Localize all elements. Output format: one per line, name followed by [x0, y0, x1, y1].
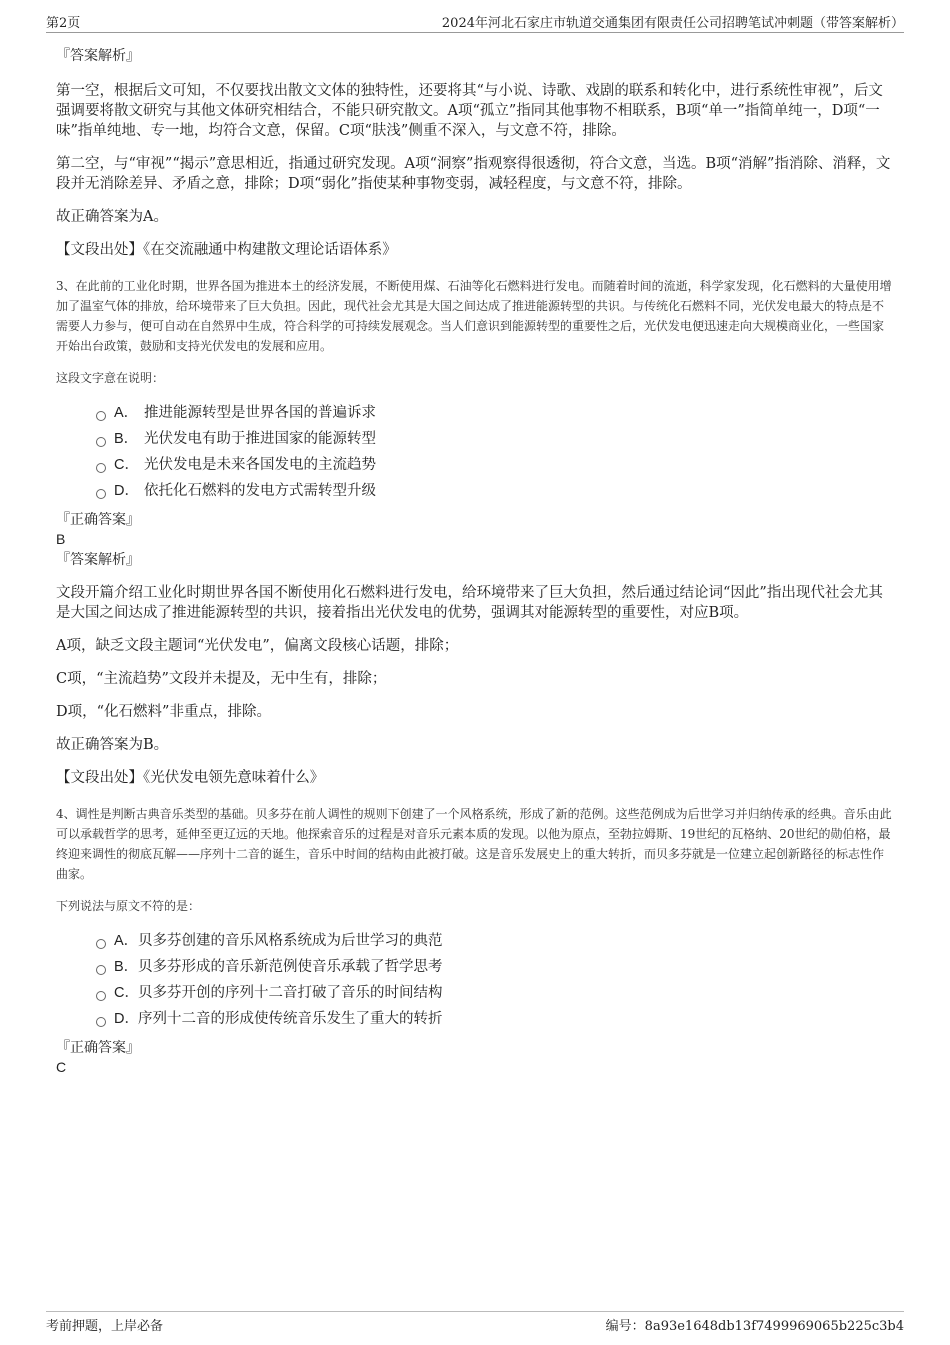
q2-source: 【文段出处】《在交流融通中构建散文理论话语体系》	[56, 242, 397, 258]
radio-icon[interactable]	[96, 463, 106, 473]
page-footer	[46, 1311, 904, 1336]
q4-option-c[interactable]: C． 贝多芬开创的序列十二音打破了音乐的时间结构	[96, 980, 894, 1006]
q3-analysis-p4: D项，“化石燃料”非重点，排除。	[56, 704, 271, 720]
radio-icon[interactable]	[96, 1017, 106, 1027]
q3-analysis-p2: A项，缺乏文段主题词“光伏发电”，偏离文段核心话题，排除；	[56, 638, 459, 654]
q3-option-b[interactable]: B． 光伏发电有助于推进国家的能源转型	[96, 426, 894, 452]
footer-slogan: 考前押题，上岸必备	[46, 1319, 164, 1334]
q4-option-d[interactable]: D． 序列十二音的形成使传统音乐发生了重大的转折	[96, 1006, 894, 1032]
q3-question: 这段文字意在说明：	[56, 371, 165, 385]
q4-stem: 4、调性是判断古典音乐类型的基础。贝多芬在前人调性的规则下创建了一个风格系统，形成了新的范例。这些范例成为后世学习并归纳传承的经典。音乐由此可以承载哲学的思考，延伸至更辽远的天地。他探索音乐的过程是对音乐元素本质的发现。以他为原点，至勃拉姆斯、19世纪的瓦格纳、20世纪的勋伯格，最终迎来调性的彻底瓦解——序列十二音的诞生，音乐中时间的结构由此被打破。这是音乐发展史上的重大转折，而贝多芬就是一位建立起创新路径的标志性作曲家。	[56, 807, 892, 881]
q3-options	[56, 400, 894, 504]
q4-correct-answer: C	[56, 1059, 67, 1075]
radio-icon[interactable]	[96, 939, 106, 949]
q4-option-b[interactable]: B． 贝多芬形成的音乐新范例使音乐承载了哲学思考	[96, 954, 894, 980]
page-number: 第2页	[46, 16, 81, 31]
q3-correct-label: 『正确答案』	[56, 512, 140, 528]
q3-option-a[interactable]: A． 推进能源转型是世界各国的普遍诉求	[96, 400, 894, 426]
q2-analysis-p1: 第一空，根据后文可知，不仅要找出散文文体的独特性，还要将其“与小说、诗歌、戏剧的联系和转化中，进行系统性审视”，后文强调要将散文研究与其他文体研究相结合，不能只研究散文。A项“孤立”指同其他事物不相联系，B项“单一”指简单纯一，D项“一味”指单纯地、专一地，均符合文意，保留。C项“肤浅”侧重不深入，与文意不符，排除。	[56, 83, 883, 139]
radio-icon[interactable]	[96, 411, 106, 421]
q3-conclusion: 故正确答案为B。	[56, 737, 169, 753]
q2-analysis-p2: 第二空，与“审视”“揭示”意思相近，指通过研究发现。A项“洞察”指观察得很透彻，符合文意，当选。B项“消解”指消除、消释，文段并无消除差异、矛盾之意，排除；D项“弱化”指使某种事物变弱，减轻程度，与文意不符，排除。	[56, 156, 891, 192]
q3-option-c[interactable]: C． 光伏发电是未来各国发电的主流趋势	[96, 452, 894, 478]
q3-correct-answer: B	[56, 531, 66, 547]
q4-question: 下列说法与原文不符的是：	[56, 899, 201, 913]
radio-icon[interactable]	[96, 965, 106, 975]
page-header	[46, 12, 904, 33]
document-id: 编号：8a93e1648db13f7499969065b225c3b4	[605, 1319, 904, 1334]
q3-analysis-label: 『答案解析』	[56, 552, 140, 568]
radio-icon[interactable]	[96, 991, 106, 1001]
q4-options	[56, 928, 894, 1032]
q3-analysis-p3: C项，“主流趋势”文段并未提及，无中生有，排除；	[56, 671, 387, 687]
radio-icon[interactable]	[96, 489, 106, 499]
q2-conclusion: 故正确答案为A。	[56, 209, 168, 225]
radio-icon[interactable]	[96, 437, 106, 447]
document-body	[56, 44, 894, 1076]
q3-stem: 3、在此前的工业化时期，世界各国为推进本土的经济发展，不断使用煤、石油等化石燃料进行发电。而随着时间的流逝，科学家发现，化石燃料的大量使用增加了温室气体的排放，给环境带来了巨大负担。因此，现代社会尤其是大国之间达成了推进能源转型的共识。与传统化石燃料不同，光伏发电最大的特点是不需要人力参与，便可自动在自然界中生成，符合科学的可持续发展观念。当人们意识到能源转型的重要性之后，光伏发电便迅速走向大规模商业化，一些国家开始出台政策，鼓励和支持光伏发电的发展和应用。	[56, 279, 892, 353]
q4-option-a[interactable]: A． 贝多芬创建的音乐风格系统成为后世学习的典范	[96, 928, 894, 954]
q3-analysis-p1: 文段开篇介绍工业化时期世界各国不断使用化石燃料进行发电，给环境带来了巨大负担，然后通过结论词“因此”指出现代社会尤其是大国之间达成了推进能源转型的共识，接着指出光伏发电的优势，强调其对能源转型的重要性，对应B项。	[56, 585, 883, 621]
q4-correct-label: 『正确答案』	[56, 1040, 140, 1056]
q3-option-d[interactable]: D． 依托化石燃料的发电方式需转型升级	[96, 478, 894, 504]
document-title: 2024年河北石家庄市轨道交通集团有限责任公司招聘笔试冲刺题（带答案解析）	[441, 16, 904, 31]
q2-analysis-label: 『答案解析』	[56, 48, 140, 64]
q3-source: 【文段出处】《光伏发电领先意味着什么》	[56, 770, 325, 786]
